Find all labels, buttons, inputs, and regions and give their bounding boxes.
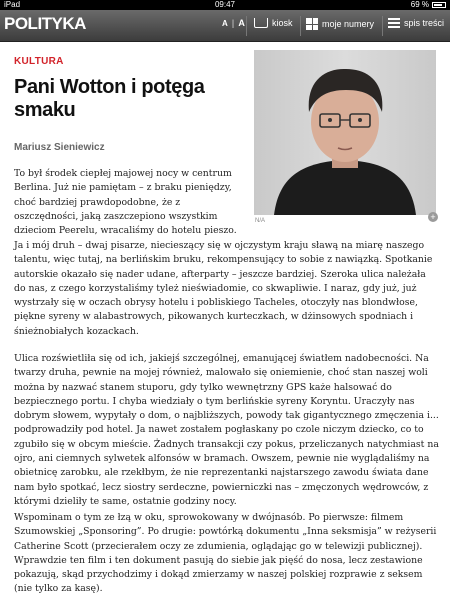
toc-label: spis treści — [404, 18, 445, 28]
article-title: Pani Wotton i potęga smaku — [14, 76, 205, 121]
app-logo[interactable]: POLITYKA — [4, 14, 86, 33]
font-large-glyph: A — [238, 18, 245, 28]
battery-icon — [432, 2, 446, 8]
my-issues-label: moje numery — [322, 19, 375, 29]
device-name: iPad — [4, 0, 21, 9]
cart-icon — [254, 18, 268, 28]
battery-percent: 69 % — [410, 0, 429, 9]
status-bar — [0, 0, 450, 10]
font-size-toggle[interactable]: A | A — [222, 18, 245, 28]
status-battery — [411, 0, 446, 10]
article-paragraph: Ulica rozświetliła się od ich, jakiejś szczególnej, emanującej światłem nadobecności. Na twarzy druha, pewnie na mojej również, malowało się oniemienie, choć stan naszej woli można by nazwać stanem stuporu, gdy tylko wewnętrzny GPS każe halsować do bezpiecznego portu. I chyba wiedziały o tym berlińskie syreny Koryntu. Uraczyły nas dobrym słowem, wypytały o dom, o najbliższych, powody tak gigantycznego zmęczenia i... podprowadziły pod hotel. Ja nawet zostałem pogłaskany po czole niczym dziecko, co to zgubiło się w obcym mieście. Żadnych transakcji czy pokus, przeliczanych natychmiast na ojro, ani ciemnych sylwetek alfonsów w bramach. Owszem, pewnie nie wyglądaliśmy na obietnicę zarobku, ale rzekłbym, że nie reprezentanki najstarszego zawodu świata dane nam było spotkać, lecz siostry serdeczne, powierniczki nas – zmęczonych wędrowców, z którymi dzieliły te same, ostatnie godziny nocy. — [14, 353, 439, 507]
toolbar-divider — [300, 16, 301, 36]
font-small-glyph: A — [222, 18, 228, 28]
app-toolbar — [0, 10, 450, 42]
toolbar-divider — [382, 16, 383, 36]
kiosk-label: kiosk — [272, 18, 293, 28]
expand-photo-icon[interactable]: + — [428, 212, 438, 222]
portrait-illustration — [254, 50, 436, 215]
article-paragraph: Wspominam o tym ze łzą w oku, sprowokowany w dwójnasób. Po pierwsze: filmem Szumowskiej „Sponsoring”. Po drugie: powtórką dokumentu „Inna seksmisja” w reżyserii Catherine Scott (przecierałem oczy ze zdumienia, oglądając go w telewizji publicznej). Wprawdzie ten film i ten dokument pasują do siebie jak pięść do nosa, lecz zestawione pokazują, skąd przychodzimy i dokąd zmierzamy w naszej polskiej rozprawie z seksem (nie tylko za kasę). — [14, 512, 437, 595]
status-time: 09:47 — [214, 0, 236, 9]
article-paragraph: To był środek ciepłej majowej nocy w centrum Berlina. Już nie pamiętam – z braku pieniędzy, choć bardziej prawdopodobne, że z oszczędności, jaką zaszczepiono wszystkim dzieciom Peerelu, wracaliśmy do hotelu pieszo. — [14, 168, 237, 237]
table-of-contents-button[interactable] — [388, 18, 444, 28]
author-photo[interactable] — [254, 50, 436, 215]
my-issues-button[interactable] — [306, 18, 374, 30]
list-icon — [388, 18, 400, 28]
photo-credit: N/A — [255, 218, 266, 224]
toolbar-divider — [246, 16, 247, 36]
grid-icon — [306, 18, 318, 30]
section-label: KULTURA — [14, 56, 64, 67]
article-author: Mariusz Sieniewicz — [14, 142, 105, 153]
article-paragraph: Ja i mój druh – dwaj pisarze, niecieszący się w ojczystym kraju sławą na miarę naszego talentu, więc tutaj, na berlińskim bruku, rekompensujący to sobie z nawiązką. Spotkanie autorskie okazało się nader udane, afterparty – jeszcze bardziej. Szeroka ulica należała do nas, z czego korzystaliśmy tyleż nieświadomie, co skwapliwie. I naraz, gdy już, już wystrzały się w oczach obrysy hotelu i pobliskiego Tacheles, otoczyły nas blondwłose, piękne syreny w alabastrowych, pikowanych kurteczkach, w dżinsowych spodniach i śnieżnobiałych kozackach. — [14, 240, 433, 337]
kiosk-button[interactable] — [254, 18, 293, 28]
